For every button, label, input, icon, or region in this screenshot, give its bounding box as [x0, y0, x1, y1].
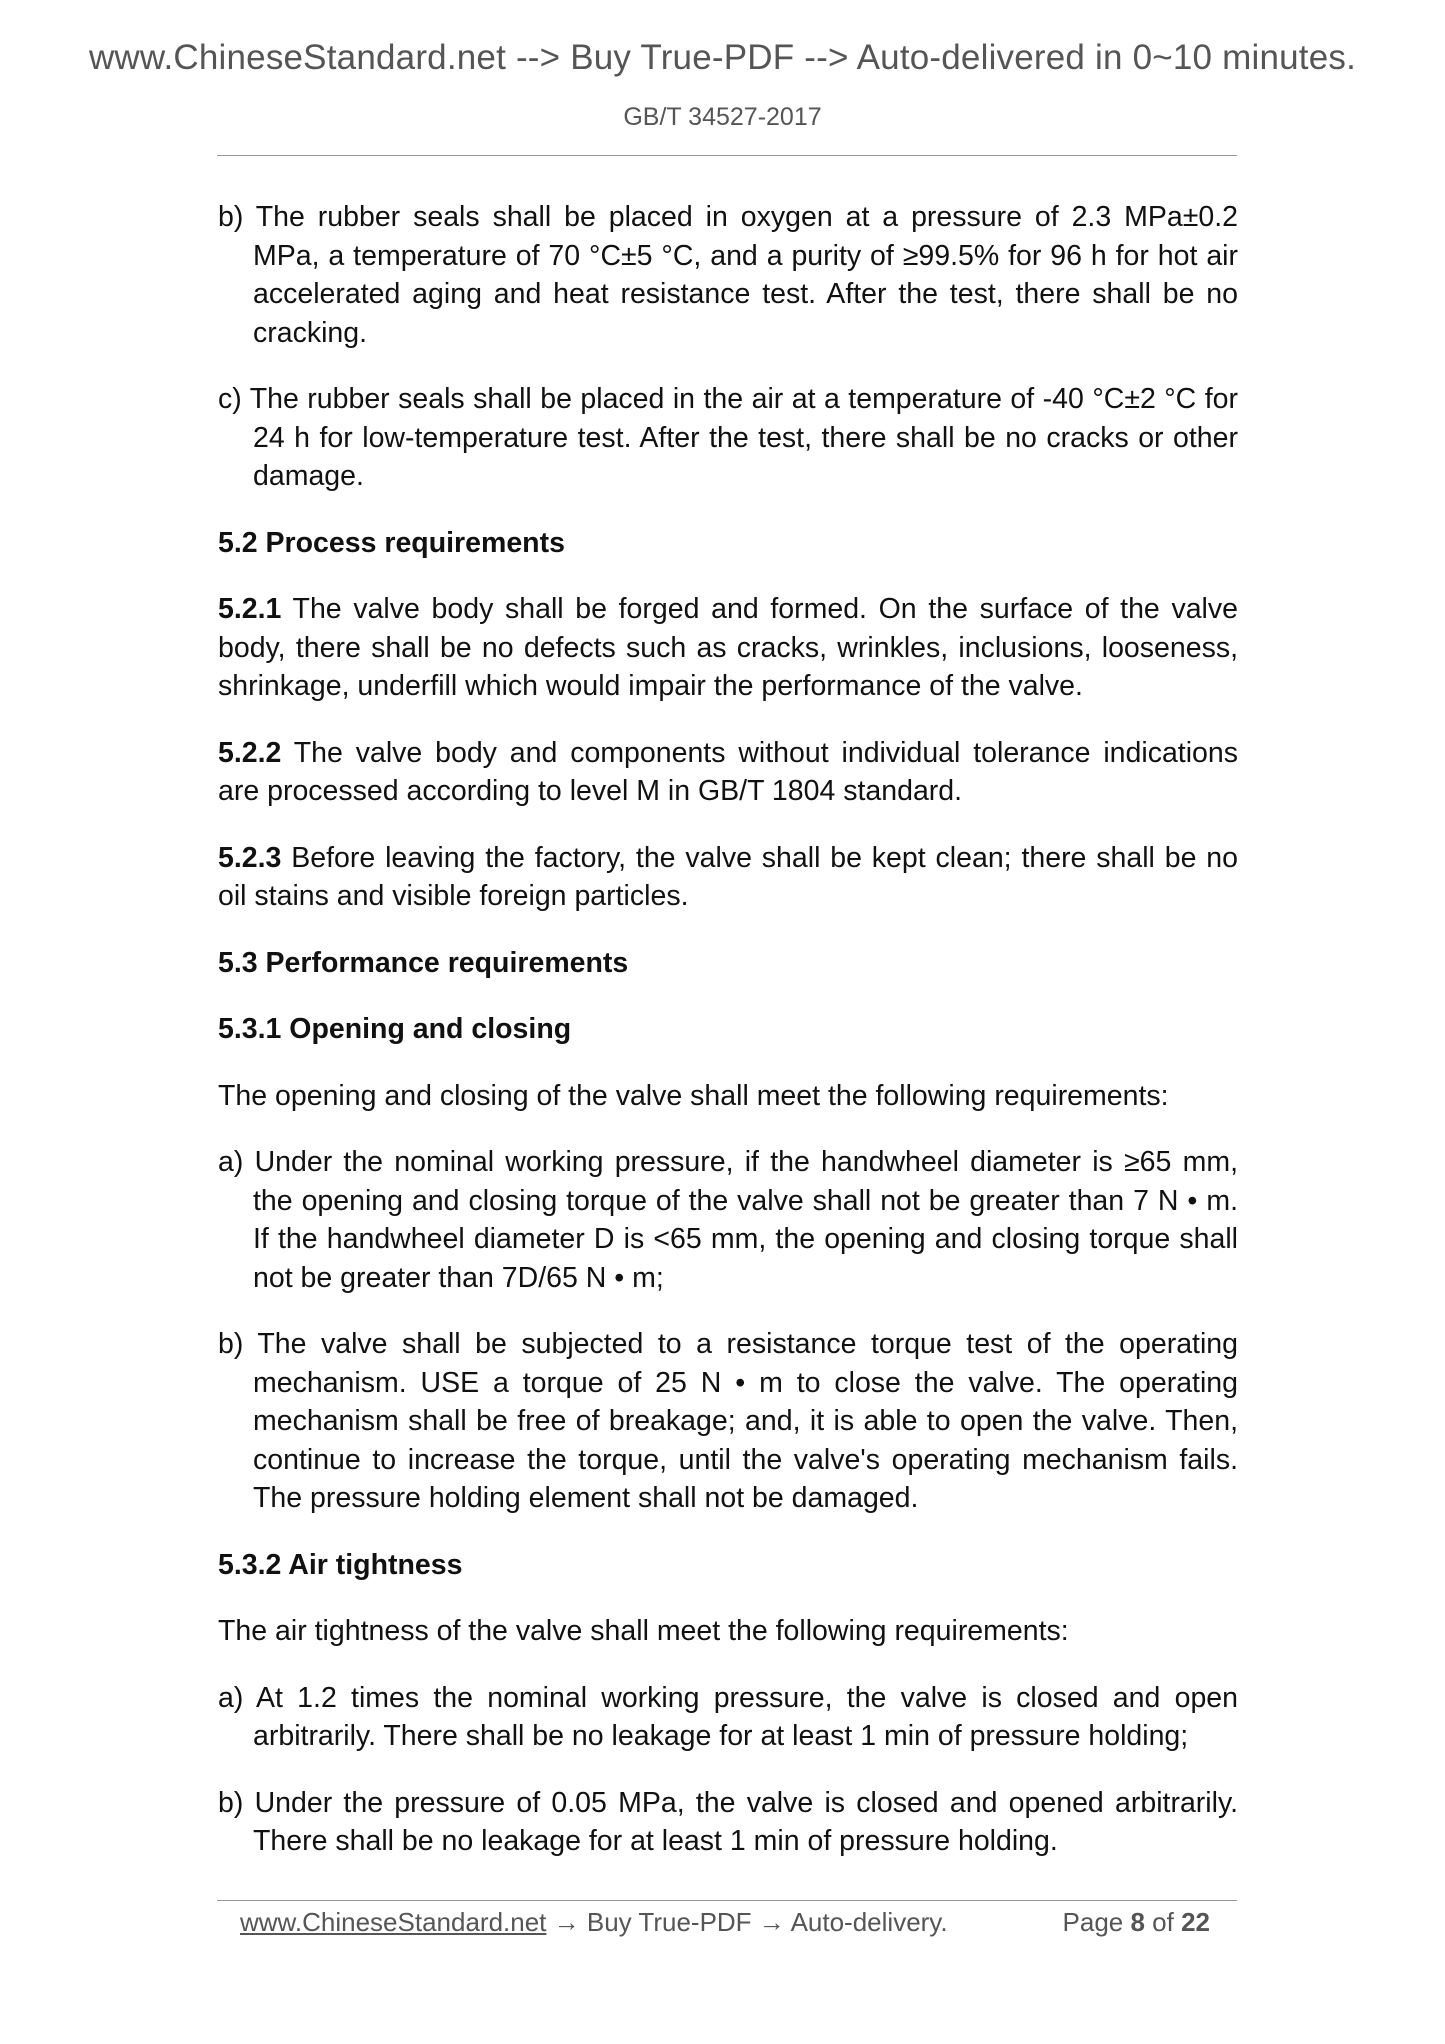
clause-5-2-2: [218, 734, 1238, 811]
page-total: 22: [1181, 1907, 1210, 1937]
page-number: 8: [1130, 1907, 1145, 1937]
clause-5-2-3: [218, 839, 1238, 916]
list-item-rubber-b: b) The rubber seals shall be placed in oxygen at a pressure of 2.3 MPa±0.2 MPa, a temperature of 70 °C±5 °C, and a purity of ≥99.5% for 96 h for hot air accelerated aging and heat resistance test. After the test, there shall be no cracking.: [218, 201, 1238, 349]
footer-site-link[interactable]: www.ChineseStandard.net: [240, 1907, 547, 1937]
list-item-air-b: b) Under the pressure of 0.05 MPa, the valve is closed and opened arbitrarily. There shall be no leakage for at least 1 min of pressure holding.: [218, 1786, 1238, 1857]
heading-5-2: 5.2 Process requirements: [218, 526, 565, 559]
standard-code: GB/T 34527-2017: [623, 103, 822, 131]
heading-5-3-2: 5.3.2 Air tightness: [218, 1548, 463, 1581]
header-divider: [217, 155, 1237, 156]
page-footer: [240, 1902, 1210, 1942]
clause-text: The valve body shall be forged and formed. On the surface of the valve body, there shall be no defects such as cracks, wrinkles, inclusions, looseness, shrinkage, underfill which would impair the performance of the valve.: [218, 593, 1238, 702]
page-indicator: [1063, 1902, 1210, 1942]
list-item-open-a: a) Under the nominal working pressure, if the handwheel diameter is ≥65 mm, the opening and closing torque of the valve shall not be greater than 7 N • m. If the handwheel diameter D is <65 mm, the opening and closing torque shall not be greater than 7D/65 N • m;: [218, 1146, 1238, 1294]
list-item-rubber-c: c) The rubber seals shall be placed in the air at a temperature of -40 °C±2 °C for 24 h for low-temperature test. After the test, there shall be no cracks or other damage.: [218, 383, 1238, 492]
page-label: Page: [1062, 1907, 1131, 1937]
clause-text: The valve body and components without individual tolerance indications are processed according to level M in GB/T 1804 standard.: [218, 736, 1238, 807]
heading-5-3: 5.3 Performance requirements: [218, 946, 629, 979]
heading-5-3-1: 5.3.1 Opening and closing: [218, 1013, 572, 1045]
page-content: [218, 198, 1238, 1861]
footer-tagline: → Buy True-PDF → Auto-delivery.: [546, 1907, 948, 1937]
list-item-open-b: b) The valve shall be subjected to a resistance torque test of the operating mechanism. USE a torque of 25 N • m to close the valve. The operating mechanism shall be free of breakage; and, it is able to open the valve. Then, continue to increase the torque, until the valve's operating mechanism fails. The pressure holding element shall not be damaged.: [218, 1328, 1238, 1514]
of-label: of: [1144, 1907, 1182, 1937]
top-banner: www.ChineseStandard.net --> Buy True-PDF --> Auto-delivered in 0~10 minutes.: [88, 38, 1357, 77]
clause-number: 5.2.2: [218, 736, 282, 769]
clause-text: Before leaving the factory, the valve shall be kept clean; there shall be no oil stains and visible foreign particles.: [218, 841, 1238, 912]
clause-number: 5.2.1: [218, 593, 282, 625]
list-item-air-a: a) At 1.2 times the nominal working pressure, the valve is closed and open arbitrarily. There shall be no leakage for at least 1 min of pressure holding;: [218, 1681, 1238, 1752]
intro-5-3-1: The opening and closing of the valve shall meet the following requirements:: [218, 1079, 1169, 1112]
clause-number: 5.2.3: [218, 841, 282, 874]
footer-divider: [217, 1900, 1237, 1901]
clause-5-2-1: [218, 590, 1238, 706]
intro-5-3-2: The air tightness of the valve shall meet the following requirements:: [218, 1615, 1069, 1647]
